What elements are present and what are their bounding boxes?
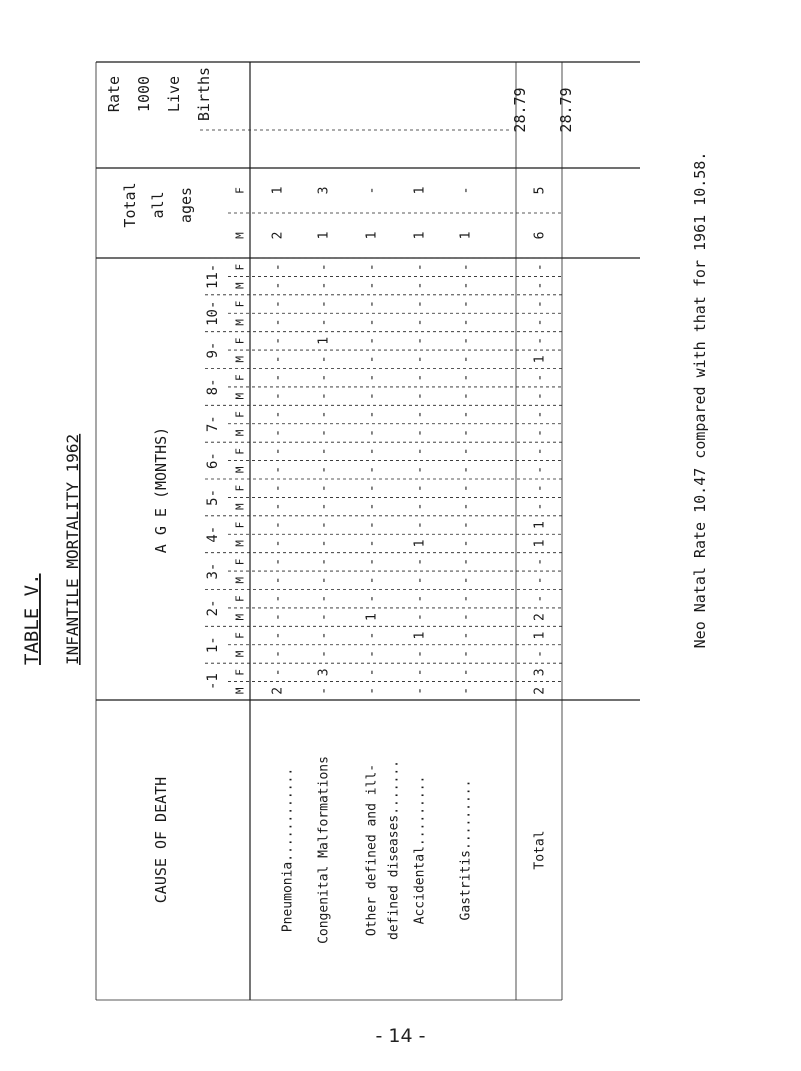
cell-value-f: - [412,668,428,677]
cell-value-f: - [532,336,548,345]
sex-m-label: M [233,282,247,289]
total-f-value: 1 [412,186,428,195]
cell-value-m: - [532,318,548,327]
cell-value-f: - [412,410,428,419]
age-group-label: 3- [205,562,221,580]
cell-value-m: - [532,576,548,585]
cell-value-m: - [270,392,286,401]
sex-m-label: M [233,687,247,695]
cell-value-f: 1 [412,631,428,640]
cell-value-f: - [364,557,380,566]
cell-value-f: - [412,484,428,493]
cause-label-congenital: Congenital Malformations [316,756,332,944]
sex-f-label: F [233,632,247,639]
cell-value-f: - [412,521,428,529]
cell-value-m: - [270,281,286,290]
cell-value-m: - [270,502,286,511]
cell-value-f: - [364,631,380,640]
cell-value-m: - [364,576,380,585]
cause-label-pneumonia: Pneumonia............ [280,767,296,933]
cell-value-f: - [270,668,286,677]
cell-value-f: - [364,594,380,603]
cell-value-f: - [316,300,332,308]
cell-value-f: - [532,484,548,493]
cell-value-m: - [316,281,332,290]
cell-value-m: - [316,355,332,364]
cell-value-f: - [532,557,548,566]
cell-value-f: - [270,373,286,382]
total-f-value: - [364,186,380,195]
sex-m-label: M [233,540,247,547]
cell-value-f: - [412,373,428,382]
cell-value-m: - [532,429,548,437]
cell-value-m: - [412,613,428,622]
cell-value-f: - [316,557,332,566]
cell-value-f: - [270,631,286,640]
cell-value-f: - [316,521,332,529]
cell-value-m: - [316,392,332,401]
sex-f-label: F [233,484,247,492]
rate-header-word: Live [165,75,183,113]
cell-value-f: - [532,594,548,603]
cause-of-death-header: CAUSE OF DEATH [152,776,170,904]
sex-f-label: F [233,300,247,308]
cell-value-m: 1 [364,613,380,622]
total-m-value: 6 [532,231,548,240]
total-f-value: 3 [316,186,332,195]
cell-value-m: - [316,465,332,474]
cause-label-other-line2: defined diseases....... [386,759,402,941]
cell-value-m: - [316,650,332,658]
cell-value-m: 2 [270,686,286,695]
rate-header [105,67,213,121]
cell-value-m: 1 [532,355,548,364]
total-all-ages-word: all [149,191,167,219]
cell-value-m: - [458,465,474,474]
cell-value-m: - [458,539,474,548]
cell-value-m: - [364,539,380,548]
cell-value-m: 1 [412,539,428,548]
cell-value-m: - [364,502,380,511]
cell-value-f: - [458,410,474,419]
cell-value-m: - [316,502,332,511]
cell-value-m: - [412,650,428,658]
cell-value-f: - [270,447,286,456]
cell-value-m: - [364,355,380,364]
cell-value-f: 3 [532,668,548,677]
sex-m-label: M [233,429,247,437]
cell-value-f: - [458,300,474,308]
sex-f-label: F [233,448,247,455]
total-f-value: 5 [532,186,548,195]
cell-value-m: - [364,281,380,290]
cell-value-m: - [270,650,286,658]
cell-value-f: - [412,557,428,566]
cell-value-f: - [458,594,474,603]
age-group-label: 10- [205,300,221,326]
cell-value-m: - [532,650,548,658]
cell-value-f: - [364,410,380,419]
cell-value-f: 1 [316,336,332,345]
age-group-label: 11- [205,263,221,290]
rate-header-word: Births [195,66,213,122]
cell-value-m: - [412,355,428,364]
cell-value-f: - [412,263,428,272]
age-group-label: 9- [205,341,221,359]
cause-labels [281,756,548,944]
cell-value-f: - [316,594,332,603]
cell-value-m: 2 [532,686,548,695]
cell-value-m: - [270,576,286,585]
cell-value-f: - [316,447,332,456]
age-months-header: A G E (MONTHS) [152,426,170,554]
age-group-label: 5- [205,488,221,506]
cell-value-f: - [458,484,474,493]
cell-value-f: - [316,631,332,640]
cause-label-total: Total [532,830,548,870]
total-m-value: 1 [412,231,428,240]
total-sex-f-label: F [233,187,247,194]
total-all-ages-word: ages [177,186,195,224]
cell-value-m: - [412,281,428,290]
cell-value-m: - [316,613,332,622]
total-all-ages-word: Total [121,182,139,228]
total-f-value: - [458,186,474,195]
cell-value-f: - [316,484,332,493]
cell-value-m: 1 [532,539,548,548]
cell-value-f: - [532,263,548,272]
cell-value-f: - [458,521,474,529]
cell-value-m: - [316,576,332,585]
cell-value-f: - [364,373,380,382]
cell-value-f: - [364,521,380,529]
cell-value-f: - [316,373,332,382]
age-group-label: 8- [205,378,221,396]
total-all-ages-header [121,182,247,238]
cell-value-m: - [532,465,548,474]
cell-value-m: - [316,686,332,695]
cell-value-f: 3 [316,668,332,677]
sex-f-label: F [233,521,247,529]
cell-value-m: - [364,392,380,401]
cell-value-f: - [364,300,380,308]
sex-m-label: M [233,613,247,621]
cell-value-f: - [458,631,474,640]
cell-value-m: - [270,318,286,327]
cell-value-f: - [412,336,428,345]
cell-value-m: - [364,686,380,695]
cell-value-m: - [458,318,474,327]
cell-value-m: - [458,392,474,401]
sex-m-label: M [233,650,247,658]
cell-value-m: - [412,502,428,511]
total-m-value: 1 [458,231,474,240]
table-cells [271,87,576,694]
cell-value-f: - [458,263,474,272]
cell-value-f: 1 [532,631,548,640]
cell-value-f: - [532,447,548,456]
cell-value-f: 1 [532,521,548,529]
cell-value-f: - [316,263,332,272]
cell-value-f: - [270,521,286,529]
sex-f-label: F [233,595,247,603]
cell-value-f: - [458,557,474,566]
cell-value-f: - [270,410,286,419]
cell-value-f: - [412,300,428,308]
cell-value-m: - [458,650,474,658]
age-group-label: 2- [205,599,221,617]
cell-value-m: - [364,429,380,437]
cell-value-m: - [458,281,474,290]
cell-value-f: - [364,336,380,345]
cell-value-m: - [412,465,428,474]
cell-value-f: - [364,447,380,456]
cell-value-f: - [412,594,428,603]
cause-label-other-line1: Other defined and ill- [364,763,380,937]
cell-value-m: - [316,539,332,548]
cell-value-f: - [270,484,286,493]
sex-f-label: F [233,558,247,566]
cell-value-m: - [316,429,332,437]
rate-value: 28.79 [511,87,529,133]
sex-m-label: M [233,319,247,326]
cell-value-m: - [412,392,428,401]
cell-value-m: - [364,465,380,474]
age-group-label: 4- [205,525,221,543]
sex-m-label: M [233,466,247,474]
table-title: INFANTILE MORTALITY 1962 [63,433,82,665]
cell-value-f: - [532,373,548,382]
cell-value-f: - [458,373,474,382]
cell-value-f: - [364,263,380,272]
cell-value-m: - [532,281,548,290]
cause-label-accidental: Accidental......... [412,775,428,925]
cell-value-f: - [458,447,474,456]
sex-f-label: F [233,669,247,676]
cell-value-m: - [458,686,474,695]
sex-m-label: M [233,503,247,510]
cell-value-f: - [458,668,474,677]
cell-value-f: - [270,594,286,603]
cell-value-f: - [270,263,286,272]
cell-value-m: - [458,613,474,622]
cell-value-f: - [364,484,380,493]
cell-value-f: - [532,300,548,308]
cell-value-m: - [364,650,380,658]
sex-f-label: F [233,374,247,382]
cell-value-m: - [412,429,428,437]
table-label: TABLE V. [21,573,43,665]
cell-value-m: - [412,576,428,585]
cell-value-m: - [364,318,380,327]
rate-header-word: 1000 [135,75,153,113]
cell-value-m: - [270,539,286,548]
cell-value-m: - [412,686,428,695]
sex-m-label: M [233,355,247,363]
cell-value-f: - [364,668,380,677]
cell-value-m: - [270,355,286,364]
total-f-value: 1 [270,186,286,195]
cell-value-m: - [532,392,548,401]
age-group-label: 6- [205,452,221,470]
neo-natal-footnote: Neo Natal Rate 10.47 compared with that for 1961 10.58. [691,151,709,649]
age-group-label: 7- [205,415,221,433]
rate-total-value: 28.79 [557,87,575,133]
cell-value-m: - [458,355,474,364]
age-group-label: 1- [205,636,221,654]
cell-value-m: 2 [532,613,548,622]
cell-value-f: - [458,336,474,345]
cell-value-f: - [270,300,286,308]
sex-m-label: M [233,576,247,584]
sex-f-label: F [233,263,247,271]
rate-header-word: Rate [105,75,123,113]
sex-f-label: F [233,337,247,345]
cell-value-f: - [532,410,548,419]
cell-value-f: - [270,557,286,566]
sex-m-label: M [233,392,247,400]
cell-value-f: - [270,336,286,345]
total-m-value: 1 [364,231,380,240]
cause-label-gastritis: Gastritis......... [458,779,474,921]
page-number: - 14 - [375,1025,426,1047]
total-m-value: 2 [270,231,286,240]
cell-value-m: - [316,318,332,327]
cell-value-m: - [270,465,286,474]
cell-value-f: - [316,410,332,419]
cell-value-m: - [270,613,286,622]
cell-value-m: - [458,502,474,511]
cell-value-m: - [412,318,428,327]
cell-value-f: - [412,447,428,456]
age-group-label: -1 [205,673,221,691]
total-sex-m-label: M [233,232,247,239]
cell-value-m: - [270,429,286,437]
cell-value-m: - [532,502,548,511]
sex-f-label: F [233,411,247,418]
total-m-value: 1 [316,231,332,240]
cell-value-m: - [458,576,474,585]
cell-value-m: - [458,429,474,437]
